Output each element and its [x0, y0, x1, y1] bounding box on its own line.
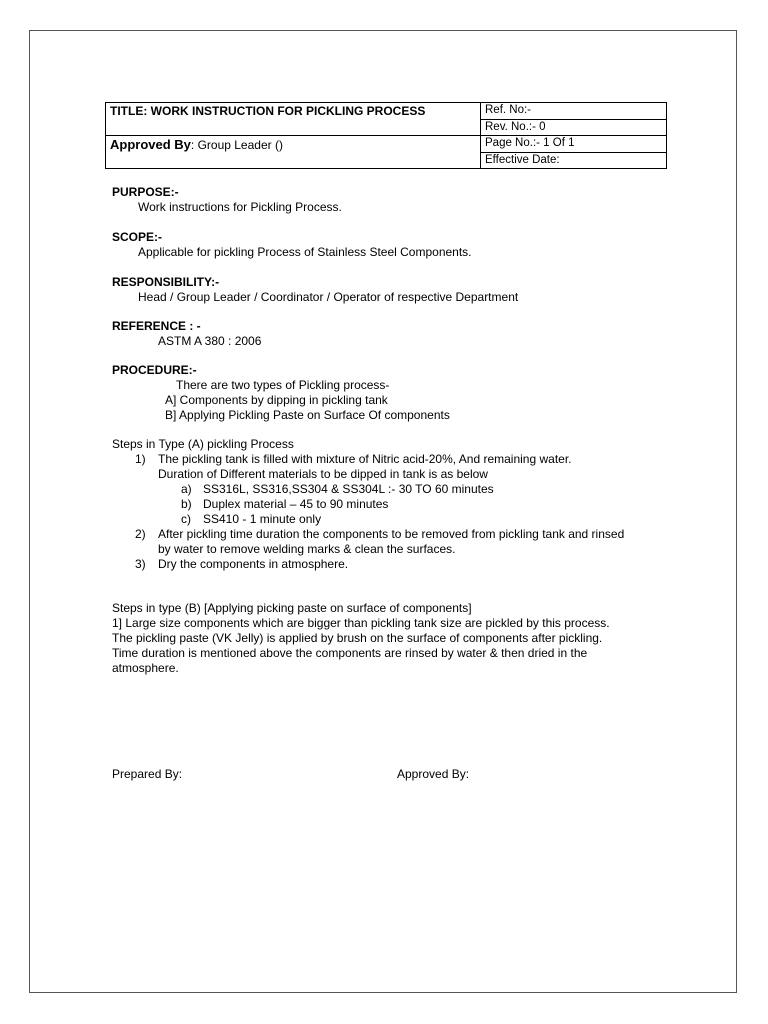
title-cell [106, 103, 481, 136]
procedure-intro: There are two types of Pickling process- [176, 378, 390, 392]
approved-by-label: Approved By: [397, 767, 470, 781]
step2-number: 2) [135, 527, 146, 541]
sub-b-text: Duplex material – 45 to 90 minutes [203, 497, 389, 511]
page-no-cell [481, 136, 667, 153]
purpose-text: Work instructions for Pickling Process. [138, 200, 342, 214]
ref-no-cell [481, 103, 667, 120]
procedure-type-a: A] Components by dipping in pickling tank [165, 393, 388, 407]
sub-b-label: b) [181, 497, 192, 511]
steps-a-heading: Steps in Type (A) pickling Process [112, 437, 294, 451]
step1-line2: Duration of Different materials to be dipped in tank is as below [158, 467, 488, 481]
effective-date: Effective Date: [485, 153, 560, 166]
reference-heading: REFERENCE : - [112, 319, 201, 333]
step2-line1: After pickling time duration the components to be removed from pickling tank and rinsed [158, 527, 625, 541]
responsibility-text: Head / Group Leader / Coordinator / Operator of respective Department [138, 290, 519, 304]
header-table [105, 102, 667, 169]
step2-line2: by water to remove welding marks & clean the surfaces. [158, 542, 456, 556]
header-row-approved [106, 136, 667, 153]
steps-b-line3: Time duration is mentioned above the components are rinsed by water & then dried in the [112, 646, 588, 660]
purpose-heading: PURPOSE:- [112, 185, 179, 199]
approved-cell [106, 136, 481, 169]
sub-c-label: c) [181, 512, 191, 526]
steps-b-line1: 1] Large size components which are bigger than pickling tank size are pickled by this process. [112, 616, 610, 630]
approved-label: Approved By [110, 137, 191, 152]
procedure-type-b: B] Applying Pickling Paste on Surface Of components [165, 408, 450, 422]
sub-a-label: a) [181, 482, 192, 496]
rev-no: Rev. No.:- 0 [485, 120, 546, 133]
reference-text: ASTM A 380 : 2006 [158, 334, 262, 348]
step1-number: 1) [135, 452, 146, 466]
scope-text: Applicable for pickling Process of Stainless Steel Components. [138, 245, 472, 259]
effective-date-cell [481, 152, 667, 169]
responsibility-heading: RESPONSIBILITY:- [112, 275, 220, 289]
document-title: WORK INSTRUCTION FOR PICKLING PROCESS [150, 104, 426, 118]
procedure-heading: PROCEDURE:- [112, 363, 197, 377]
step1-line1: The pickling tank is filled with mixture of Nitric acid-20%, And remaining water. [158, 452, 572, 466]
steps-b-line4: atmosphere. [112, 661, 179, 675]
page-no: Page No.:- 1 Of 1 [485, 137, 575, 150]
ref-no: Ref. No:- [485, 104, 532, 117]
steps-b-line2: The pickling paste (VK Jelly) is applied by brush on the surface of components after pickling. [112, 631, 603, 645]
sub-c-text: SS410 - 1 minute only [203, 512, 322, 526]
title-label: TITLE: [110, 104, 148, 118]
steps-b-heading: Steps in type (B) [Applying picking paste on surface of components] [112, 601, 472, 615]
rev-no-cell [481, 119, 667, 136]
approved-value: : Group Leader () [190, 138, 283, 152]
step3-number: 3) [135, 557, 146, 571]
sub-a-text: SS316L, SS316,SS304 & SS304L :- 30 TO 60 minutes [203, 482, 494, 496]
prepared-by-label: Prepared By: [112, 767, 183, 781]
header-row-title [106, 103, 667, 120]
scope-heading: SCOPE:- [112, 230, 163, 244]
step3-line1: Dry the components in atmosphere. [158, 557, 349, 571]
